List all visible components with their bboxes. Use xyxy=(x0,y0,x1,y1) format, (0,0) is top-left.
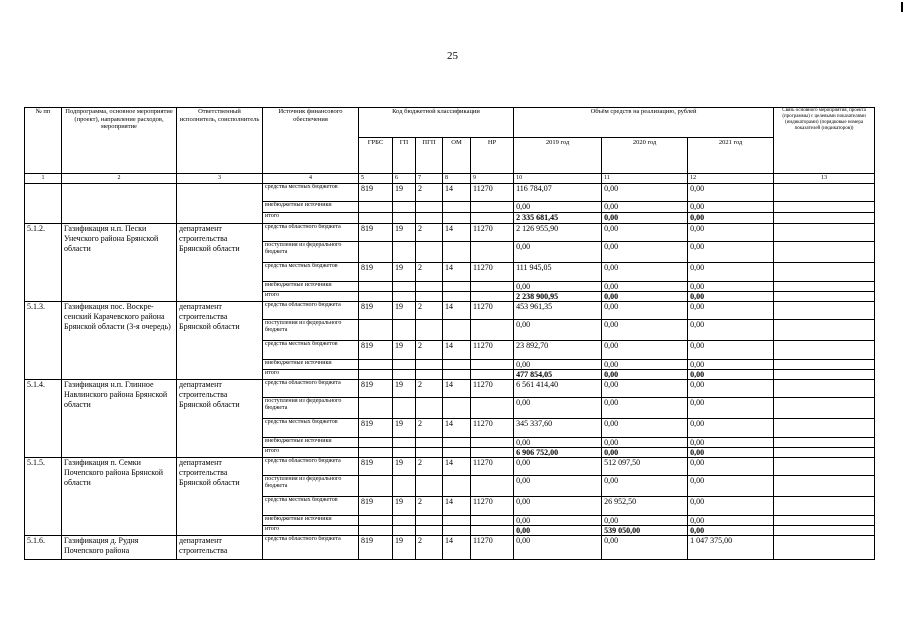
amount-y2020: 0,00 xyxy=(602,536,688,560)
amount-y2020: 0,00 xyxy=(602,282,688,292)
code-pgp xyxy=(416,282,443,292)
code-grbs xyxy=(359,438,393,448)
code-gp xyxy=(393,370,416,380)
code-om xyxy=(443,360,471,370)
code-np xyxy=(471,398,514,419)
code-pgp xyxy=(416,438,443,448)
code-np xyxy=(471,370,514,380)
source-cell: средства областного бюджета xyxy=(263,536,359,560)
amount-y2021: 0,00 xyxy=(688,224,774,242)
link-cell xyxy=(774,242,875,263)
header-np: НР xyxy=(471,138,514,174)
amount-y2020: 0,00 xyxy=(602,341,688,360)
header-row-1 xyxy=(25,108,875,138)
amount-y2019: 111 945,05 xyxy=(514,263,602,282)
budget-table-container xyxy=(24,107,875,560)
code-np xyxy=(471,242,514,263)
amount-y2019: 6 561 414,40 xyxy=(514,380,602,398)
link-cell xyxy=(774,213,875,224)
source-cell: итого xyxy=(263,213,359,224)
code-np xyxy=(471,476,514,497)
amount-y2020: 0,00 xyxy=(602,202,688,213)
amount-y2021: 0,00 xyxy=(688,360,774,370)
source-cell: поступления из федерального бюджета xyxy=(263,242,359,263)
code-pgp: 2 xyxy=(416,536,443,560)
code-grbs xyxy=(359,282,393,292)
row-title: Газификация н.п. Пески Унечского района Брянской области xyxy=(62,224,177,302)
code-om: 14 xyxy=(443,380,471,398)
table-row-continuation-local xyxy=(25,184,875,202)
row-number: 5.1.6. xyxy=(25,536,62,560)
amount-y2021: 0,00 xyxy=(688,184,774,202)
code-gp xyxy=(393,438,416,448)
amount-y2021: 0,00 xyxy=(688,458,774,476)
code-pgp xyxy=(416,242,443,263)
row-executor: департамент строительства Брянской области xyxy=(177,458,263,536)
code-np xyxy=(471,292,514,302)
code-pgp: 2 xyxy=(416,224,443,242)
source-cell: внебюджетные источники xyxy=(263,516,359,526)
header-om: ОМ xyxy=(443,138,471,174)
link-cell xyxy=(774,458,875,476)
amount-y2020: 0,00 xyxy=(602,398,688,419)
amount-y2019: 0,00 xyxy=(514,282,602,292)
row-executor: департамент строительства Брянской области xyxy=(177,380,263,458)
amount-y2020: 0,00 xyxy=(602,292,688,302)
amount-y2019: 2 238 900,95 xyxy=(514,292,602,302)
code-om xyxy=(443,438,471,448)
source-cell: внебюджетные источники xyxy=(263,282,359,292)
code-om: 14 xyxy=(443,302,471,320)
code-grbs: 819 xyxy=(359,536,393,560)
code-pgp: 2 xyxy=(416,263,443,282)
source-cell: внебюджетные источники xyxy=(263,438,359,448)
code-np: 11270 xyxy=(471,380,514,398)
amount-y2019: 0,00 xyxy=(514,458,602,476)
code-pgp: 2 xyxy=(416,341,443,360)
code-grbs: 819 xyxy=(359,302,393,320)
code-pgp xyxy=(416,213,443,224)
code-np: 11270 xyxy=(471,536,514,560)
code-np: 11270 xyxy=(471,184,514,202)
amount-y2021: 0,00 xyxy=(688,398,774,419)
code-om xyxy=(443,516,471,526)
code-grbs: 819 xyxy=(359,419,393,438)
code-gp xyxy=(393,320,416,341)
source-cell: средства областного бюджета xyxy=(263,302,359,320)
title-cell xyxy=(62,184,177,224)
amount-y2019: 6 906 752,00 xyxy=(514,448,602,458)
link-cell xyxy=(774,202,875,213)
colnum-4: 4 xyxy=(263,174,359,184)
code-gp: 19 xyxy=(393,536,416,560)
amount-y2021: 0,00 xyxy=(688,419,774,438)
code-grbs: 819 xyxy=(359,263,393,282)
link-cell xyxy=(774,476,875,497)
code-om: 14 xyxy=(443,184,471,202)
amount-y2019: 0,00 xyxy=(514,398,602,419)
amount-y2019: 0,00 xyxy=(514,242,602,263)
link-cell xyxy=(774,438,875,448)
code-grbs: 819 xyxy=(359,458,393,476)
code-grbs xyxy=(359,398,393,419)
amount-y2019: 0,00 xyxy=(514,476,602,497)
header-executor: Ответственный исполнитель, соисполнитель xyxy=(177,108,263,174)
table-row-group-last-regional xyxy=(25,536,875,560)
header-program: Подпрограмма, основное мероприятие (проект), направление расходов, мероприятие xyxy=(62,108,177,174)
amount-y2021: 0,00 xyxy=(688,302,774,320)
header-source: Источник финансового обеспечения xyxy=(263,108,359,174)
code-grbs: 819 xyxy=(359,224,393,242)
amount-y2021: 0,00 xyxy=(688,242,774,263)
amount-y2020: 0,00 xyxy=(602,419,688,438)
link-cell xyxy=(774,516,875,526)
code-pgp xyxy=(416,292,443,302)
amount-y2021: 0,00 xyxy=(688,370,774,380)
code-grbs xyxy=(359,242,393,263)
code-np: 11270 xyxy=(471,341,514,360)
code-gp xyxy=(393,213,416,224)
header-2019: 2019 год xyxy=(514,138,602,174)
row-title: Газификация н.п. Глинное Навлинского района Брянской области xyxy=(62,380,177,458)
code-np xyxy=(471,448,514,458)
table-row-group-5.1.4.-regional xyxy=(25,380,875,398)
amount-y2020: 0,00 xyxy=(602,213,688,224)
link-cell xyxy=(774,320,875,341)
amount-y2021: 0,00 xyxy=(688,213,774,224)
code-gp xyxy=(393,526,416,536)
code-gp xyxy=(393,516,416,526)
code-gp xyxy=(393,282,416,292)
colnum-6: 6 xyxy=(393,174,416,184)
table-row-group-5.1.3.-regional xyxy=(25,302,875,320)
code-grbs xyxy=(359,516,393,526)
code-om: 14 xyxy=(443,224,471,242)
code-grbs: 819 xyxy=(359,497,393,516)
colnum-13: 13 xyxy=(774,174,875,184)
amount-y2019: 0,00 xyxy=(514,202,602,213)
code-gp xyxy=(393,292,416,302)
colnum-7: 7 xyxy=(416,174,443,184)
code-om xyxy=(443,476,471,497)
code-np: 11270 xyxy=(471,263,514,282)
table-row-group-5.1.2.-regional xyxy=(25,224,875,242)
column-numbers-row xyxy=(25,174,875,184)
source-cell: итого xyxy=(263,370,359,380)
code-grbs xyxy=(359,292,393,302)
table-row-group-5.1.5.-regional xyxy=(25,458,875,476)
code-om xyxy=(443,202,471,213)
code-pgp xyxy=(416,202,443,213)
amount-y2019: 0,00 xyxy=(514,320,602,341)
source-cell: средства местных бюджетов xyxy=(263,497,359,516)
header-volume: Объём средств на реализацию, рублей xyxy=(514,108,774,138)
code-np: 11270 xyxy=(471,419,514,438)
code-gp: 19 xyxy=(393,302,416,320)
header-budget-code: Код бюджетной классификации xyxy=(359,108,514,138)
code-pgp xyxy=(416,320,443,341)
code-pgp xyxy=(416,448,443,458)
amount-y2019: 2 335 681,45 xyxy=(514,213,602,224)
code-om xyxy=(443,213,471,224)
code-pgp xyxy=(416,370,443,380)
link-cell xyxy=(774,536,875,560)
code-np xyxy=(471,438,514,448)
code-gp: 19 xyxy=(393,380,416,398)
amount-y2019: 2 126 955,90 xyxy=(514,224,602,242)
code-grbs xyxy=(359,213,393,224)
source-cell: средства местных бюджетов xyxy=(263,184,359,202)
link-cell xyxy=(774,526,875,536)
amount-y2020: 0,00 xyxy=(602,360,688,370)
code-grbs xyxy=(359,370,393,380)
amount-y2021: 0,00 xyxy=(688,526,774,536)
row-executor: департамент строительства Брянской области xyxy=(177,224,263,302)
code-grbs xyxy=(359,360,393,370)
amount-y2020: 0,00 xyxy=(602,224,688,242)
code-pgp xyxy=(416,360,443,370)
code-np xyxy=(471,516,514,526)
code-np xyxy=(471,282,514,292)
link-cell xyxy=(774,341,875,360)
amount-y2021: 0,00 xyxy=(688,497,774,516)
code-grbs xyxy=(359,476,393,497)
link-cell xyxy=(774,224,875,242)
source-cell: внебюджетные источники xyxy=(263,202,359,213)
link-cell xyxy=(774,282,875,292)
code-pgp xyxy=(416,516,443,526)
page-number: 25 xyxy=(447,50,458,62)
amount-y2020: 0,00 xyxy=(602,438,688,448)
code-grbs xyxy=(359,448,393,458)
row-executor: департамент строительства Брянской области xyxy=(177,302,263,380)
amount-y2021: 0,00 xyxy=(688,202,774,213)
amount-y2021: 1 047 375,00 xyxy=(688,536,774,560)
amount-y2020: 0,00 xyxy=(602,320,688,341)
code-om xyxy=(443,292,471,302)
row-title: Газификация д. Рудня Почепского района xyxy=(62,536,177,560)
row-executor: департамент строительства xyxy=(177,536,263,560)
code-gp xyxy=(393,360,416,370)
amount-y2021: 0,00 xyxy=(688,516,774,526)
code-gp xyxy=(393,476,416,497)
code-grbs: 819 xyxy=(359,184,393,202)
colnum-11: 11 xyxy=(602,174,688,184)
amount-y2021: 0,00 xyxy=(688,292,774,302)
source-cell: поступления из федерального бюджета xyxy=(263,320,359,341)
row-number: 5.1.4. xyxy=(25,380,62,458)
row-number: 5.1.2. xyxy=(25,224,62,302)
amount-y2020: 0,00 xyxy=(602,476,688,497)
code-gp: 19 xyxy=(393,419,416,438)
amount-y2019: 0,00 xyxy=(514,497,602,516)
header-2020: 2020 год xyxy=(602,138,688,174)
code-np: 11270 xyxy=(471,497,514,516)
header-link: Связь основного мероприятия, проекта (программы) с целевыми показателями (индикаторами) (порядковые номера показателей (индикаторов)) xyxy=(774,108,875,174)
amount-y2020: 0,00 xyxy=(602,263,688,282)
source-cell: поступления из федерального бюджета xyxy=(263,476,359,497)
amount-y2019: 23 892,70 xyxy=(514,341,602,360)
amount-y2020: 26 952,50 xyxy=(602,497,688,516)
code-om xyxy=(443,320,471,341)
code-np: 11270 xyxy=(471,224,514,242)
amount-y2020: 0,00 xyxy=(602,516,688,526)
code-om xyxy=(443,526,471,536)
no-cell xyxy=(25,184,62,224)
code-gp xyxy=(393,242,416,263)
source-cell: средства местных бюджетов xyxy=(263,341,359,360)
budget-table xyxy=(24,107,875,560)
colnum-2: 2 xyxy=(62,174,177,184)
amount-y2020: 512 097,50 xyxy=(602,458,688,476)
code-gp xyxy=(393,202,416,213)
code-grbs: 819 xyxy=(359,380,393,398)
code-om xyxy=(443,242,471,263)
code-om: 14 xyxy=(443,341,471,360)
link-cell xyxy=(774,302,875,320)
code-grbs: 819 xyxy=(359,341,393,360)
code-pgp xyxy=(416,476,443,497)
code-np xyxy=(471,213,514,224)
amount-y2021: 0,00 xyxy=(688,438,774,448)
amount-y2021: 0,00 xyxy=(688,341,774,360)
code-np xyxy=(471,320,514,341)
source-cell: внебюджетные источники xyxy=(263,360,359,370)
amount-y2019: 116 784,07 xyxy=(514,184,602,202)
source-cell: итого xyxy=(263,526,359,536)
code-pgp: 2 xyxy=(416,458,443,476)
source-cell: итого xyxy=(263,448,359,458)
colnum-8: 8 xyxy=(443,174,471,184)
amount-y2020: 0,00 xyxy=(602,242,688,263)
link-cell xyxy=(774,263,875,282)
code-pgp: 2 xyxy=(416,497,443,516)
budget-table-body xyxy=(25,108,875,560)
source-cell: средства местных бюджетов xyxy=(263,263,359,282)
amount-y2019: 0,00 xyxy=(514,360,602,370)
amount-y2021: 0,00 xyxy=(688,448,774,458)
code-np: 11270 xyxy=(471,302,514,320)
amount-y2021: 0,00 xyxy=(688,282,774,292)
amount-y2019: 477 854,05 xyxy=(514,370,602,380)
code-np xyxy=(471,526,514,536)
code-gp: 19 xyxy=(393,184,416,202)
code-om: 14 xyxy=(443,497,471,516)
amount-y2020: 0,00 xyxy=(602,380,688,398)
colnum-5: 5 xyxy=(359,174,393,184)
code-om xyxy=(443,282,471,292)
amount-y2019: 0,00 xyxy=(514,536,602,560)
link-cell xyxy=(774,370,875,380)
code-om xyxy=(443,448,471,458)
link-cell xyxy=(774,380,875,398)
row-number: 5.1.5. xyxy=(25,458,62,536)
code-grbs xyxy=(359,202,393,213)
row-title: Газификация п. Семки Почепского района Брянской области xyxy=(62,458,177,536)
link-cell xyxy=(774,398,875,419)
code-gp: 19 xyxy=(393,263,416,282)
link-cell xyxy=(774,419,875,438)
code-pgp xyxy=(416,526,443,536)
header-2021: 2021 год xyxy=(688,138,774,174)
amount-y2019: 0,00 xyxy=(514,438,602,448)
code-om: 14 xyxy=(443,419,471,438)
colnum-9: 9 xyxy=(471,174,514,184)
code-gp xyxy=(393,398,416,419)
code-pgp: 2 xyxy=(416,302,443,320)
amount-y2021: 0,00 xyxy=(688,263,774,282)
source-cell: средства областного бюджета xyxy=(263,224,359,242)
amount-y2019: 345 337,60 xyxy=(514,419,602,438)
amount-y2020: 539 050,00 xyxy=(602,526,688,536)
code-grbs xyxy=(359,526,393,536)
source-cell: средства областного бюджета xyxy=(263,458,359,476)
code-om: 14 xyxy=(443,536,471,560)
colnum-1: 1 xyxy=(25,174,62,184)
colnum-3: 3 xyxy=(177,174,263,184)
code-pgp: 2 xyxy=(416,380,443,398)
source-cell: поступления из федерального бюджета xyxy=(263,398,359,419)
code-pgp: 2 xyxy=(416,184,443,202)
link-cell xyxy=(774,448,875,458)
link-cell xyxy=(774,292,875,302)
amount-y2021: 0,00 xyxy=(688,380,774,398)
code-np: 11270 xyxy=(471,458,514,476)
amount-y2020: 0,00 xyxy=(602,448,688,458)
colnum-10: 10 xyxy=(514,174,602,184)
header-grbs: ГРБС xyxy=(359,138,393,174)
code-gp: 19 xyxy=(393,224,416,242)
code-om: 14 xyxy=(443,458,471,476)
link-cell xyxy=(774,497,875,516)
header-pgp: ПГП xyxy=(416,138,443,174)
code-pgp: 2 xyxy=(416,419,443,438)
amount-y2020: 0,00 xyxy=(602,184,688,202)
amount-y2021: 0,00 xyxy=(688,476,774,497)
amount-y2019: 453 961,35 xyxy=(514,302,602,320)
code-np xyxy=(471,360,514,370)
header-no: № пп xyxy=(25,108,62,174)
amount-y2019: 0,00 xyxy=(514,526,602,536)
code-pgp xyxy=(416,398,443,419)
code-grbs xyxy=(359,320,393,341)
code-gp xyxy=(393,448,416,458)
source-cell: итого xyxy=(263,292,359,302)
code-om xyxy=(443,398,471,419)
link-cell xyxy=(774,184,875,202)
amount-y2019: 0,00 xyxy=(514,516,602,526)
amount-y2020: 0,00 xyxy=(602,370,688,380)
amount-y2020: 0,00 xyxy=(602,302,688,320)
amount-y2021: 0,00 xyxy=(688,320,774,341)
executor-cell xyxy=(177,184,263,224)
link-cell xyxy=(774,360,875,370)
row-number: 5.1.3. xyxy=(25,302,62,380)
code-gp: 19 xyxy=(393,458,416,476)
code-np xyxy=(471,202,514,213)
page-edge-mark xyxy=(901,2,903,12)
row-title: Газификация пос. Воскре-сенский Карачевского района Брянской области (3-я очередь) xyxy=(62,302,177,380)
code-om: 14 xyxy=(443,263,471,282)
code-gp: 19 xyxy=(393,497,416,516)
header-gp: ГП xyxy=(393,138,416,174)
source-cell: средства областного бюджета xyxy=(263,380,359,398)
source-cell: средства местных бюджетов xyxy=(263,419,359,438)
code-om xyxy=(443,370,471,380)
code-gp: 19 xyxy=(393,341,416,360)
colnum-12: 12 xyxy=(688,174,774,184)
